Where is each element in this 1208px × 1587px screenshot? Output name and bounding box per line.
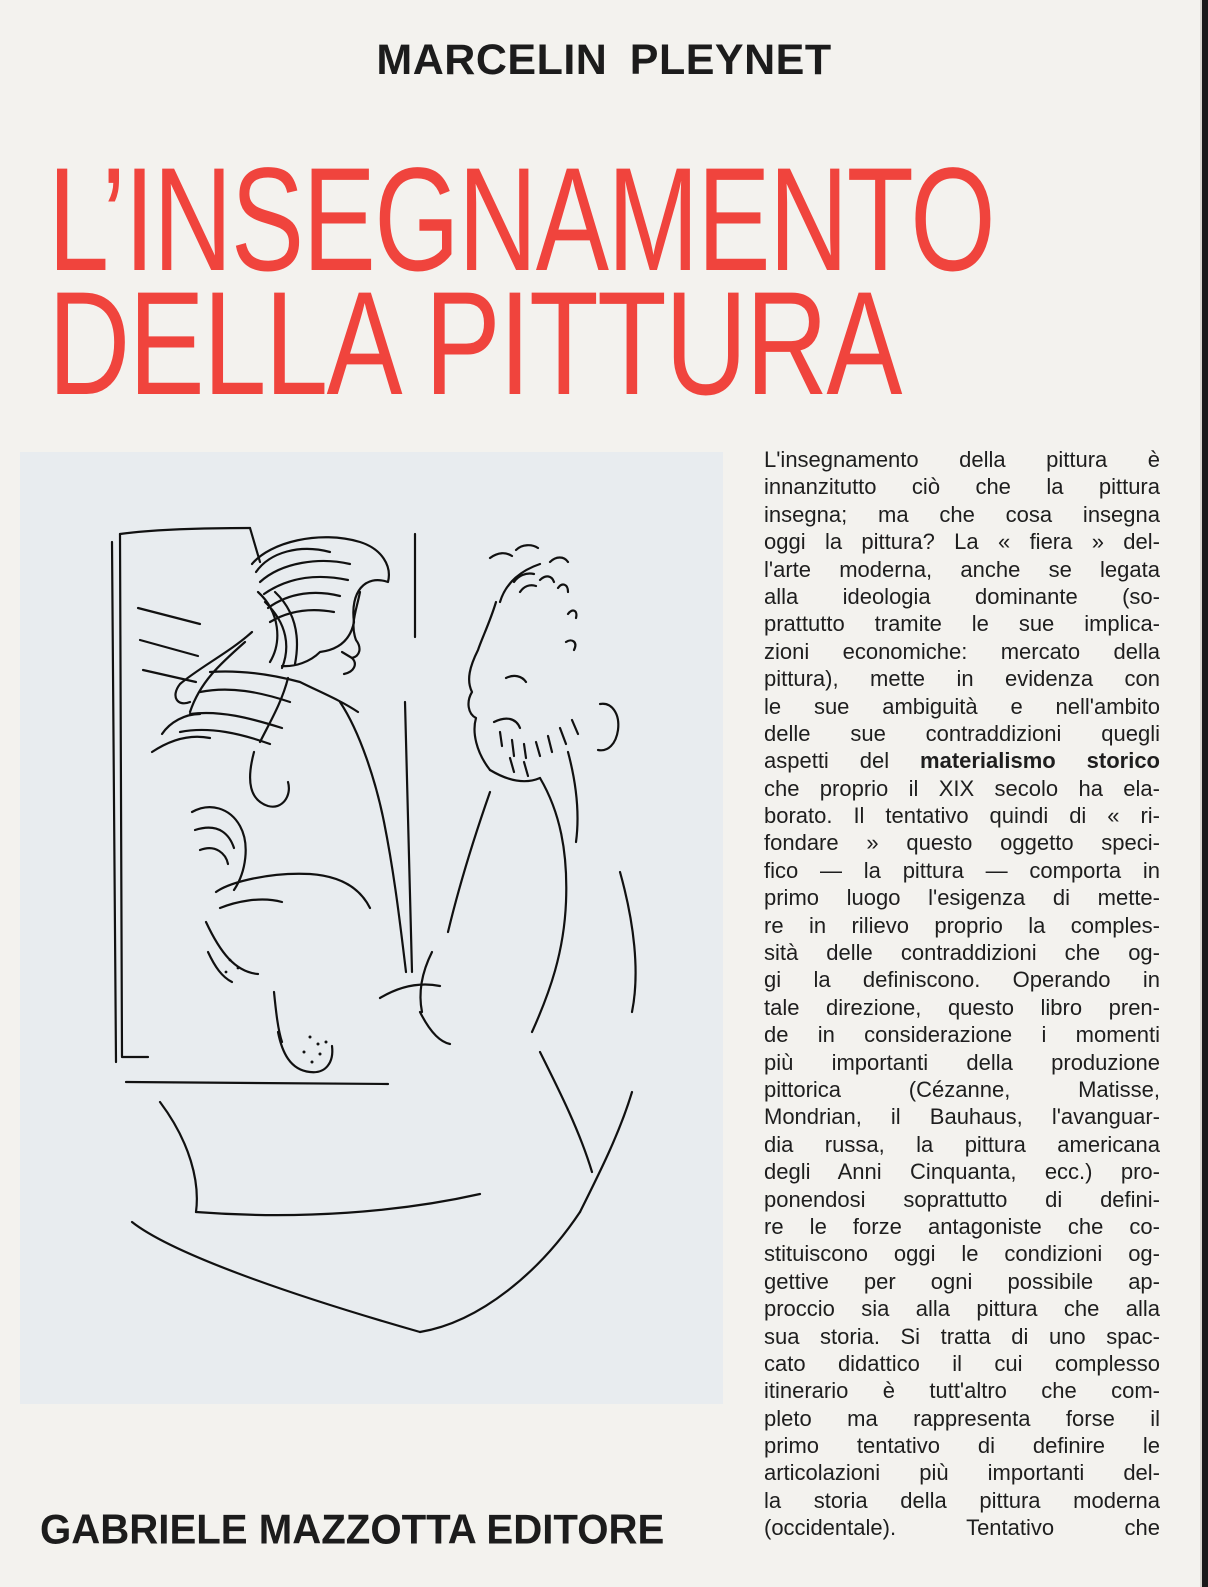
blurb-line: l'arte moderna, anche se legata bbox=[764, 556, 1160, 582]
blurb-line: innanzitutto ciò che la pittura bbox=[764, 474, 1160, 500]
blurb-line: cato didattico il cui complesso bbox=[764, 1350, 1160, 1376]
blurb-line: dia russa, la pittura americana bbox=[764, 1131, 1160, 1157]
back-text-blurb bbox=[764, 446, 1160, 1542]
blurb-line: borato. Il tentativo quindi di « ri- bbox=[764, 803, 1160, 829]
blurb-line: sua storia. Si tratta di uno spac- bbox=[764, 1323, 1160, 1349]
blurb-line: alla ideologia dominante (so- bbox=[764, 583, 1160, 609]
blurb-line: itinerario è tutt'altro che com- bbox=[764, 1378, 1160, 1404]
blurb-line: articolazioni più importanti del- bbox=[764, 1460, 1160, 1486]
illustration-panel bbox=[20, 452, 723, 1404]
blurb-line: primo luogo l'esigenza di mette- bbox=[764, 885, 1160, 911]
blurb-line: pittura), mette in evidenza con bbox=[764, 666, 1160, 692]
blurb-line: delle sue contraddizioni quegli bbox=[764, 720, 1160, 746]
title-line-1: L’INSEGNAMENTO bbox=[48, 137, 995, 302]
blurb-line: stituiscono oggi le condizioni og- bbox=[764, 1241, 1160, 1267]
blurb-line: gi la definiscono. Operando in bbox=[764, 967, 1160, 993]
blurb-line: re in rilievo proprio la comples- bbox=[764, 912, 1160, 938]
author-name: MARCELIN PLEYNET bbox=[376, 36, 832, 84]
blurb-line: prattutto tramite le sue implica- bbox=[764, 611, 1160, 637]
bold-phrase: materialismo storico bbox=[920, 748, 1160, 774]
blurb-line: gettive per ogni possibile ap- bbox=[764, 1268, 1160, 1294]
blurb-line-start: aspetti del bbox=[764, 748, 890, 774]
blurb-line: fondare » questo oggetto speci- bbox=[764, 830, 1160, 856]
blurb-line: insegna; ma che cosa insegna bbox=[764, 501, 1160, 527]
blurb-line: sità delle contraddizioni che og- bbox=[764, 940, 1160, 966]
blurb-line: tale direzione, questo libro pren- bbox=[764, 994, 1160, 1020]
blurb-line: pleto ma rappresenta forse il bbox=[764, 1405, 1160, 1431]
publisher-name: GABRIELE MAZZOTTA EDITORE bbox=[40, 1506, 665, 1553]
blurb-line: Mondrian, il Bauhaus, l'avanguar- bbox=[764, 1104, 1160, 1130]
blurb-line-with-bold bbox=[764, 747, 1160, 774]
line-drawing-icon bbox=[20, 452, 723, 1404]
blurb-line: de in considerazione i momenti bbox=[764, 1022, 1160, 1048]
blurb-line: primo tentativo di definire le bbox=[764, 1433, 1160, 1459]
blurb-line: (occidentale). Tentativo che bbox=[764, 1515, 1160, 1541]
blurb-line: più importanti della produzione bbox=[764, 1049, 1160, 1075]
blurb-line: la storia della pittura moderna bbox=[764, 1487, 1160, 1513]
blurb-line: pittorica (Cézanne, Matisse, bbox=[764, 1076, 1160, 1102]
blurb-line: proccio sia alla pittura che alla bbox=[764, 1296, 1160, 1322]
blurb-line: zioni economiche: mercato della bbox=[764, 638, 1160, 664]
blurb-line: ponendosi soprattutto di defini- bbox=[764, 1186, 1160, 1212]
blurb-line: re le forze antagoniste che co- bbox=[764, 1213, 1160, 1239]
blurb-line: che proprio il XIX secolo ha ela- bbox=[764, 775, 1160, 801]
blurb-line: fico — la pittura — comporta in bbox=[764, 857, 1160, 883]
blurb-line: L'insegnamento della pittura è bbox=[764, 447, 1160, 472]
blurb-line: degli Anni Cinquanta, ecc.) pro- bbox=[764, 1159, 1160, 1185]
blurb-line: le sue ambiguità e nell'ambito bbox=[764, 693, 1160, 719]
blurb-line: oggi la pittura? La « fiera » del- bbox=[764, 529, 1160, 555]
title-line-2: DELLA PITTURA bbox=[48, 261, 901, 426]
